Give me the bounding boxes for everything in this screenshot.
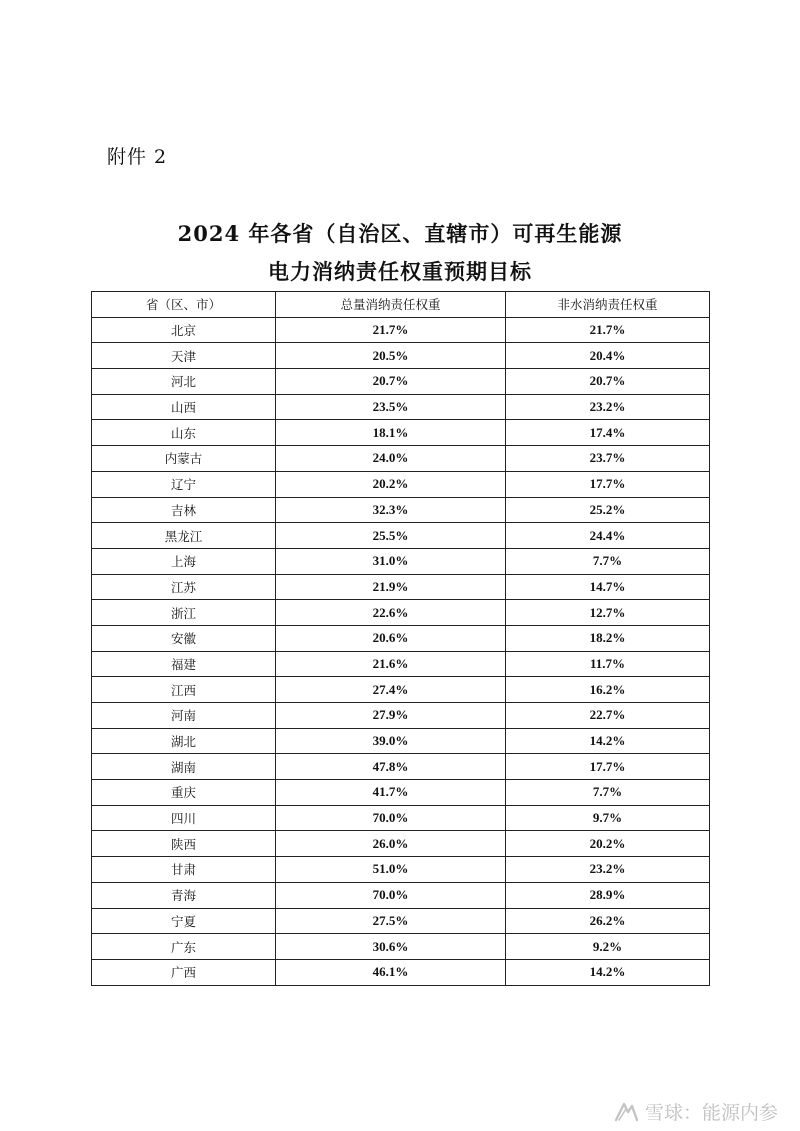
table-row xyxy=(92,625,710,651)
cell-total-weight: 39.0% xyxy=(276,728,506,754)
cell-total-weight: 31.0% xyxy=(276,548,506,574)
cell-total-weight: 23.5% xyxy=(276,394,506,420)
table-row xyxy=(92,446,710,472)
cell-total-weight: 46.1% xyxy=(276,959,506,985)
document-title-line2: 电力消纳责任权重预期目标 xyxy=(268,259,532,284)
cell-province: 天津 xyxy=(92,343,276,369)
table-row xyxy=(92,369,710,395)
cell-non-hydro-weight: 18.2% xyxy=(506,625,710,651)
cell-total-weight: 25.5% xyxy=(276,523,506,549)
cell-province: 广西 xyxy=(92,959,276,985)
cell-total-weight: 26.0% xyxy=(276,831,506,857)
table-row xyxy=(92,805,710,831)
table-row xyxy=(92,703,710,729)
cell-non-hydro-weight: 9.2% xyxy=(506,934,710,960)
table-row xyxy=(92,677,710,703)
cell-non-hydro-weight: 14.7% xyxy=(506,574,710,600)
cell-total-weight: 24.0% xyxy=(276,446,506,472)
header-non-hydro-weight: 非水消纳责任权重 xyxy=(506,292,710,318)
cell-non-hydro-weight: 20.2% xyxy=(506,831,710,857)
table-row xyxy=(92,548,710,574)
cell-province: 内蒙古 xyxy=(92,446,276,472)
cell-total-weight: 20.5% xyxy=(276,343,506,369)
cell-non-hydro-weight: 20.7% xyxy=(506,369,710,395)
cell-non-hydro-weight: 21.7% xyxy=(506,317,710,343)
cell-province: 河南 xyxy=(92,703,276,729)
table-row xyxy=(92,497,710,523)
snowball-logo-icon xyxy=(613,1100,639,1124)
table-row xyxy=(92,728,710,754)
table-row xyxy=(92,908,710,934)
cell-total-weight: 20.2% xyxy=(276,471,506,497)
cell-non-hydro-weight: 26.2% xyxy=(506,908,710,934)
cell-total-weight: 20.7% xyxy=(276,369,506,395)
cell-province: 湖南 xyxy=(92,754,276,780)
cell-total-weight: 70.0% xyxy=(276,882,506,908)
cell-province: 广东 xyxy=(92,934,276,960)
cell-non-hydro-weight: 23.7% xyxy=(506,446,710,472)
cell-non-hydro-weight: 9.7% xyxy=(506,805,710,831)
responsibility-weight-table xyxy=(91,291,710,986)
cell-non-hydro-weight: 17.7% xyxy=(506,471,710,497)
cell-total-weight: 22.6% xyxy=(276,600,506,626)
cell-non-hydro-weight: 7.7% xyxy=(506,780,710,806)
cell-province: 四川 xyxy=(92,805,276,831)
cell-non-hydro-weight: 17.7% xyxy=(506,754,710,780)
table-row xyxy=(92,394,710,420)
cell-total-weight: 51.0% xyxy=(276,857,506,883)
cell-non-hydro-weight: 14.2% xyxy=(506,959,710,985)
cell-total-weight: 20.6% xyxy=(276,625,506,651)
cell-province: 福建 xyxy=(92,651,276,677)
cell-province: 江苏 xyxy=(92,574,276,600)
document-title-line1: 2024 年各省（自治区、直辖市）可再生能源 xyxy=(177,221,623,246)
watermark-text: 雪球：能源内参 xyxy=(644,1102,778,1124)
cell-province: 吉林 xyxy=(92,497,276,523)
cell-province: 辽宁 xyxy=(92,471,276,497)
table-row xyxy=(92,471,710,497)
table-header-row xyxy=(92,292,710,318)
cell-province: 黑龙江 xyxy=(92,523,276,549)
table-body xyxy=(92,317,710,985)
cell-non-hydro-weight: 23.2% xyxy=(506,394,710,420)
table-row xyxy=(92,959,710,985)
cell-total-weight: 27.5% xyxy=(276,908,506,934)
table-row xyxy=(92,754,710,780)
table-row xyxy=(92,343,710,369)
cell-province: 安徽 xyxy=(92,625,276,651)
cell-non-hydro-weight: 11.7% xyxy=(506,651,710,677)
watermark xyxy=(613,1098,778,1125)
cell-non-hydro-weight: 12.7% xyxy=(506,600,710,626)
cell-total-weight: 27.9% xyxy=(276,703,506,729)
cell-province: 重庆 xyxy=(92,780,276,806)
cell-non-hydro-weight: 28.9% xyxy=(506,882,710,908)
cell-province: 湖北 xyxy=(92,728,276,754)
table-row xyxy=(92,831,710,857)
cell-province: 上海 xyxy=(92,548,276,574)
cell-province: 陕西 xyxy=(92,831,276,857)
cell-province: 河北 xyxy=(92,369,276,395)
cell-non-hydro-weight: 24.4% xyxy=(506,523,710,549)
cell-total-weight: 41.7% xyxy=(276,780,506,806)
table-row xyxy=(92,420,710,446)
cell-province: 山东 xyxy=(92,420,276,446)
cell-total-weight: 47.8% xyxy=(276,754,506,780)
cell-non-hydro-weight: 7.7% xyxy=(506,548,710,574)
cell-province: 江西 xyxy=(92,677,276,703)
cell-non-hydro-weight: 17.4% xyxy=(506,420,710,446)
cell-non-hydro-weight: 25.2% xyxy=(506,497,710,523)
cell-province: 青海 xyxy=(92,882,276,908)
table-row xyxy=(92,523,710,549)
table-row xyxy=(92,882,710,908)
header-province: 省（区、市） xyxy=(92,292,276,318)
cell-total-weight: 18.1% xyxy=(276,420,506,446)
cell-total-weight: 32.3% xyxy=(276,497,506,523)
cell-non-hydro-weight: 23.2% xyxy=(506,857,710,883)
header-total-weight: 总量消纳责任权重 xyxy=(276,292,506,318)
table-row xyxy=(92,857,710,883)
cell-non-hydro-weight: 20.4% xyxy=(506,343,710,369)
table-row xyxy=(92,934,710,960)
table-row xyxy=(92,317,710,343)
cell-total-weight: 21.7% xyxy=(276,317,506,343)
cell-total-weight: 27.4% xyxy=(276,677,506,703)
table-row xyxy=(92,780,710,806)
cell-province: 宁夏 xyxy=(92,908,276,934)
cell-total-weight: 21.6% xyxy=(276,651,506,677)
attachment-label: 附件 2 xyxy=(107,146,168,168)
cell-total-weight: 30.6% xyxy=(276,934,506,960)
cell-province: 甘肃 xyxy=(92,857,276,883)
table-row xyxy=(92,574,710,600)
table-row xyxy=(92,600,710,626)
table-row xyxy=(92,651,710,677)
cell-province: 北京 xyxy=(92,317,276,343)
cell-total-weight: 70.0% xyxy=(276,805,506,831)
cell-province: 山西 xyxy=(92,394,276,420)
cell-non-hydro-weight: 14.2% xyxy=(506,728,710,754)
cell-non-hydro-weight: 16.2% xyxy=(506,677,710,703)
cell-total-weight: 21.9% xyxy=(276,574,506,600)
cell-province: 浙江 xyxy=(92,600,276,626)
cell-non-hydro-weight: 22.7% xyxy=(506,703,710,729)
